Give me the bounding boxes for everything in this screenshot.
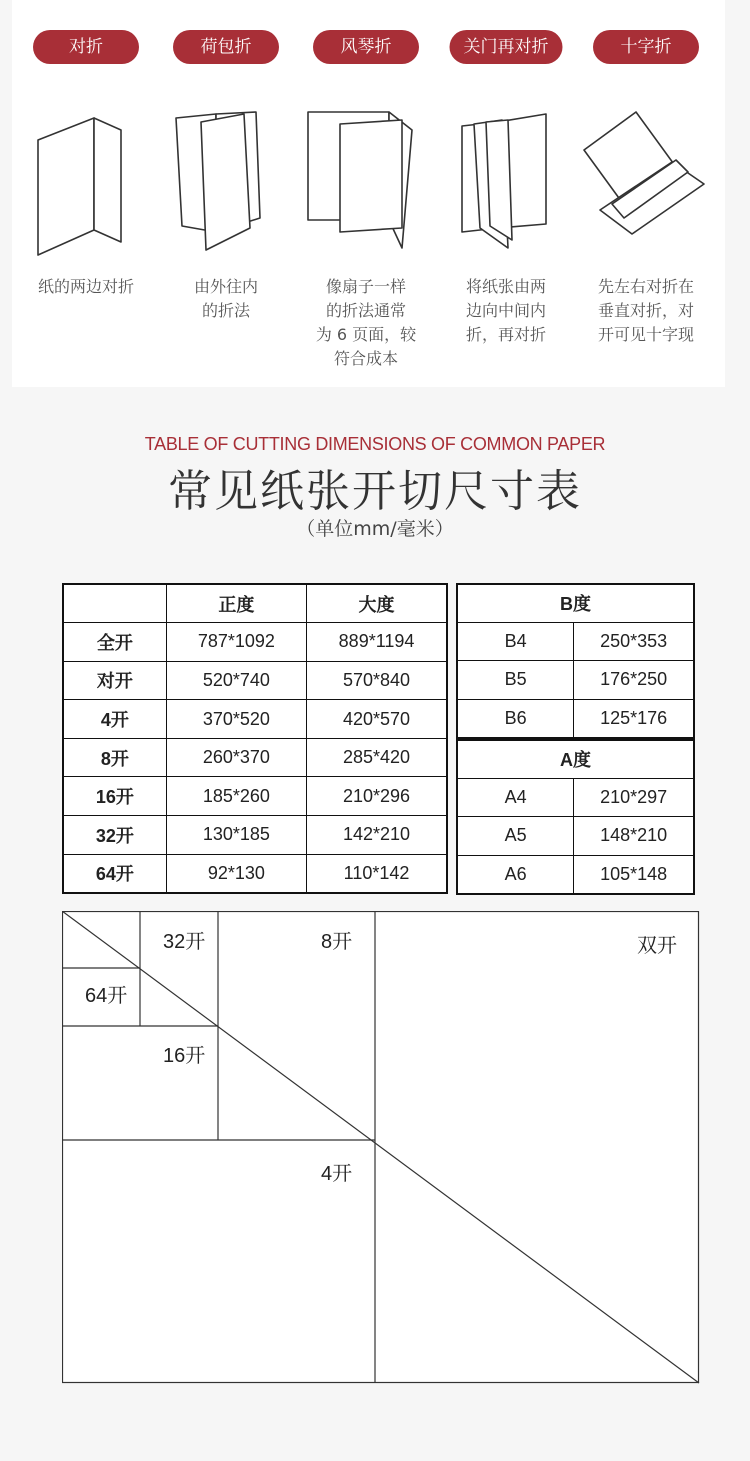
table-header-row [457, 584, 694, 622]
table-row [63, 777, 447, 816]
table-row [457, 622, 694, 660]
accordion-fold-icon [296, 100, 436, 270]
size-name: 4开 [63, 700, 166, 739]
table-title-english: TABLE OF CUTTING DIMENSIONS OF COMMON PAPER [144, 434, 606, 454]
label-sixtyfourth-sheet: 64开 [85, 985, 128, 1007]
size-name: 对开 [63, 661, 166, 700]
size-name: 32开 [63, 816, 166, 855]
table-row [63, 623, 447, 662]
cross-fold-icon [576, 100, 716, 270]
table-row [63, 700, 447, 739]
label-thirtysecond-sheet: 32开 [163, 931, 206, 953]
size-value: 210*297 [574, 778, 694, 816]
fold-method-bifold [16, 0, 156, 387]
size-name: B5 [457, 661, 574, 699]
table-row [457, 855, 694, 893]
fold-method-accordion [296, 0, 436, 387]
size-value: 260*370 [166, 738, 306, 777]
table-header: A度 [457, 740, 694, 778]
b-series-table [456, 583, 695, 739]
size-name: A4 [457, 778, 574, 816]
size-value: 420*570 [307, 700, 447, 739]
bifold-icon [16, 100, 156, 270]
size-value: 185*260 [166, 777, 306, 816]
a-series-table [456, 739, 695, 895]
size-name: B6 [457, 699, 574, 737]
fold-method-gate [436, 0, 576, 387]
fold-description: 由外往内 的折法 [193, 277, 258, 320]
size-value: 125*176 [574, 699, 694, 737]
size-value: 148*210 [574, 817, 694, 855]
size-name: 64开 [63, 854, 166, 893]
fold-label: 十字折 [593, 30, 699, 64]
table-row [63, 661, 447, 700]
fold-method-cross [576, 0, 716, 387]
size-name: 16开 [63, 777, 166, 816]
label-eighth-sheet: 8开 [321, 931, 353, 953]
size-name: A6 [457, 855, 574, 893]
table-header: 正度 [166, 584, 306, 623]
fold-label: 对折 [33, 30, 139, 64]
table-row [457, 661, 694, 699]
label-sixteenth-sheet: 16开 [163, 1045, 206, 1067]
table-row [457, 699, 694, 737]
size-value: 520*740 [166, 661, 306, 700]
size-name: B4 [457, 622, 574, 660]
table-header: 大度 [307, 584, 447, 623]
size-value: 176*250 [574, 661, 694, 699]
size-value: 370*520 [166, 700, 306, 739]
size-value: 130*185 [166, 816, 306, 855]
table-header-row [63, 584, 447, 623]
cut-size-table [62, 583, 448, 894]
size-value: 92*130 [166, 854, 306, 893]
size-value: 285*420 [307, 738, 447, 777]
fold-label: 风琴折 [313, 30, 419, 64]
size-value: 250*353 [574, 622, 694, 660]
cut-diagram [62, 911, 700, 1385]
table-row [63, 854, 447, 893]
label-quarter-sheet: 4开 [321, 1163, 353, 1185]
fold-description: 将纸张由两 边向中间内 折，再对折 [465, 277, 546, 344]
table-row [63, 816, 447, 855]
fold-description: 先左右对折在 垂直对折，对 开可见十字现 [597, 277, 694, 344]
unit-note: （单位mm/毫米） [296, 518, 454, 540]
size-name: 8开 [63, 738, 166, 777]
size-value: 142*210 [307, 816, 447, 855]
table-header: B度 [457, 584, 694, 622]
size-name: A5 [457, 817, 574, 855]
fold-method-pocket [156, 0, 296, 387]
fold-methods-panel [12, 0, 725, 387]
table-header [63, 584, 166, 623]
fold-description: 像扇子一样 的折法通常 为 6 页面，较 符合成本 [315, 277, 417, 368]
fold-label: 关门再对折 [450, 30, 563, 64]
table-row [63, 738, 447, 777]
label-double-sheet: 双开 [637, 935, 677, 957]
size-value: 889*1194 [307, 623, 447, 662]
table-row [457, 817, 694, 855]
table-header-row [457, 740, 694, 778]
size-value: 110*142 [307, 854, 447, 893]
size-value: 787*1092 [166, 623, 306, 662]
size-name: 全开 [63, 623, 166, 662]
size-value: 105*148 [574, 855, 694, 893]
gate-fold-icon [436, 100, 576, 270]
size-value: 570*840 [307, 661, 447, 700]
table-title-chinese: 常见纸张开切尺寸表 [168, 466, 582, 517]
fold-label: 荷包折 [173, 30, 279, 64]
pocket-fold-icon [156, 100, 296, 270]
fold-description: 纸的两边对折 [37, 277, 134, 296]
table-row [457, 778, 694, 816]
size-value: 210*296 [307, 777, 447, 816]
